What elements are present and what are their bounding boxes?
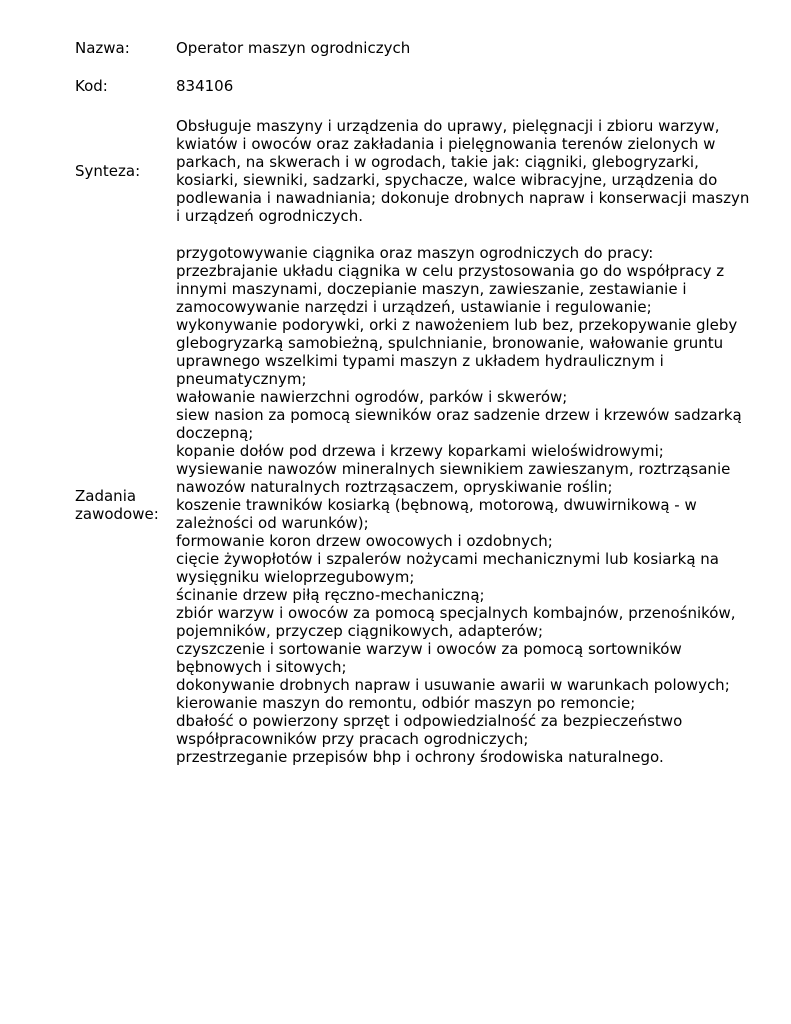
code-label: Kod: [75,77,108,95]
task-item: dokonywanie drobnych napraw i usuwanie awarii w warunkach polowych; [176,676,730,694]
task-item: zbiór warzyw i owoców za pomocą specjalnych kombajnów, przenośników, pojemników, przyczep ciągnikowych, adapterów; [176,604,736,640]
task-item: siew nasion za pomocą siewników oraz sadzenie drzew i krzewów sadzarką doczepną; [176,406,742,442]
tasks-content [176,244,755,766]
task-item: przestrzeganie przepisów bhp i ochrony środowiska naturalnego. [176,748,664,766]
tasks-label: Zadania zawodowe: [75,487,159,523]
tasks-row [75,244,755,766]
task-item: dbałość o powierzony sprzęt i odpowiedzialność za bezpieczeństwo współpracowników przy pracach ogrodniczych; [176,712,683,748]
task-item: kierowanie maszyn do remontu, odbiór maszyn po remoncie; [176,694,636,712]
task-item: kopanie dołów pod drzewa i krzewy koparkami wieloświdrowymi; [176,442,664,460]
task-item: wykonywanie podorywki, orki z nawożeniem lub bez, przekopywanie gleby glebogryzarką samobieżną, spulchnianie, bronowanie, wałowanie gruntu uprawnego wszelkimi typami maszyn z układem hydraulicznym i pneumatycznym; [176,316,738,388]
name-label: Nazwa: [75,39,130,57]
task-item: wysiewanie nawozów mineralnych siewnikiem zawieszanym, roztrząsanie nawozów naturalnych roztrząsaczem, opryskiwanie roślin; [176,460,731,496]
task-item: koszenie trawników kosiarką (bębnową, motorową, dwuwirnikową - w zależności od warunków); [176,496,697,532]
task-item: cięcie żywopłotów i szpalerów nożycami mechanicznymi lub kosiarką na wysięgniku wieloprzegubowym; [176,550,720,586]
synthesis-text: Obsługuje maszyny i urządzenia do uprawy, pielęgnacji i zbioru warzyw, kwiatów i owoców oraz zakładania i pielęgnowania terenów zielonych w parkach, na skwerach i w ogrodach, takie jak: ciągniki, glebogryzarki, kosiarki, siewniki, sadzarki, spychacze, walce wibracyjne, urządzenia do podlewania i nawadniania; dokonuje drobnych napraw i konserwacji maszyn i urządzeń ogrodniczych. [176,117,750,225]
task-item: przezbrajanie układu ciągnika w celu przystosowania go do współpracy z innymi maszynami, doczepianie maszyn, zawieszanie, zestawianie i zamocowywanie narzędzi i urządzeń, ustawianie i regulowanie; [176,262,725,316]
task-item: przygotowywanie ciągnika oraz maszyn ogrodniczych do pracy: [176,244,654,262]
task-item: formowanie koron drzew owocowych i ozdobnych; [176,532,553,550]
occupation-name: Operator maszyn ogrodniczych [176,39,411,57]
name-row [75,39,755,57]
task-item: ścinanie drzew piłą ręczno-mechaniczną; [176,586,485,604]
occupation-code: 834106 [176,77,234,95]
tasks-list [176,244,755,766]
occupation-record [75,39,755,766]
task-item: wałowanie nawierzchni ogrodów, parków i skwerów; [176,388,568,406]
task-item: czyszczenie i sortowanie warzyw i owoców za pomocą sortowników bębnowych i sitowych; [176,640,682,676]
synthesis-label: Synteza: [75,162,141,180]
synthesis-row [75,117,755,225]
code-row [75,77,755,95]
